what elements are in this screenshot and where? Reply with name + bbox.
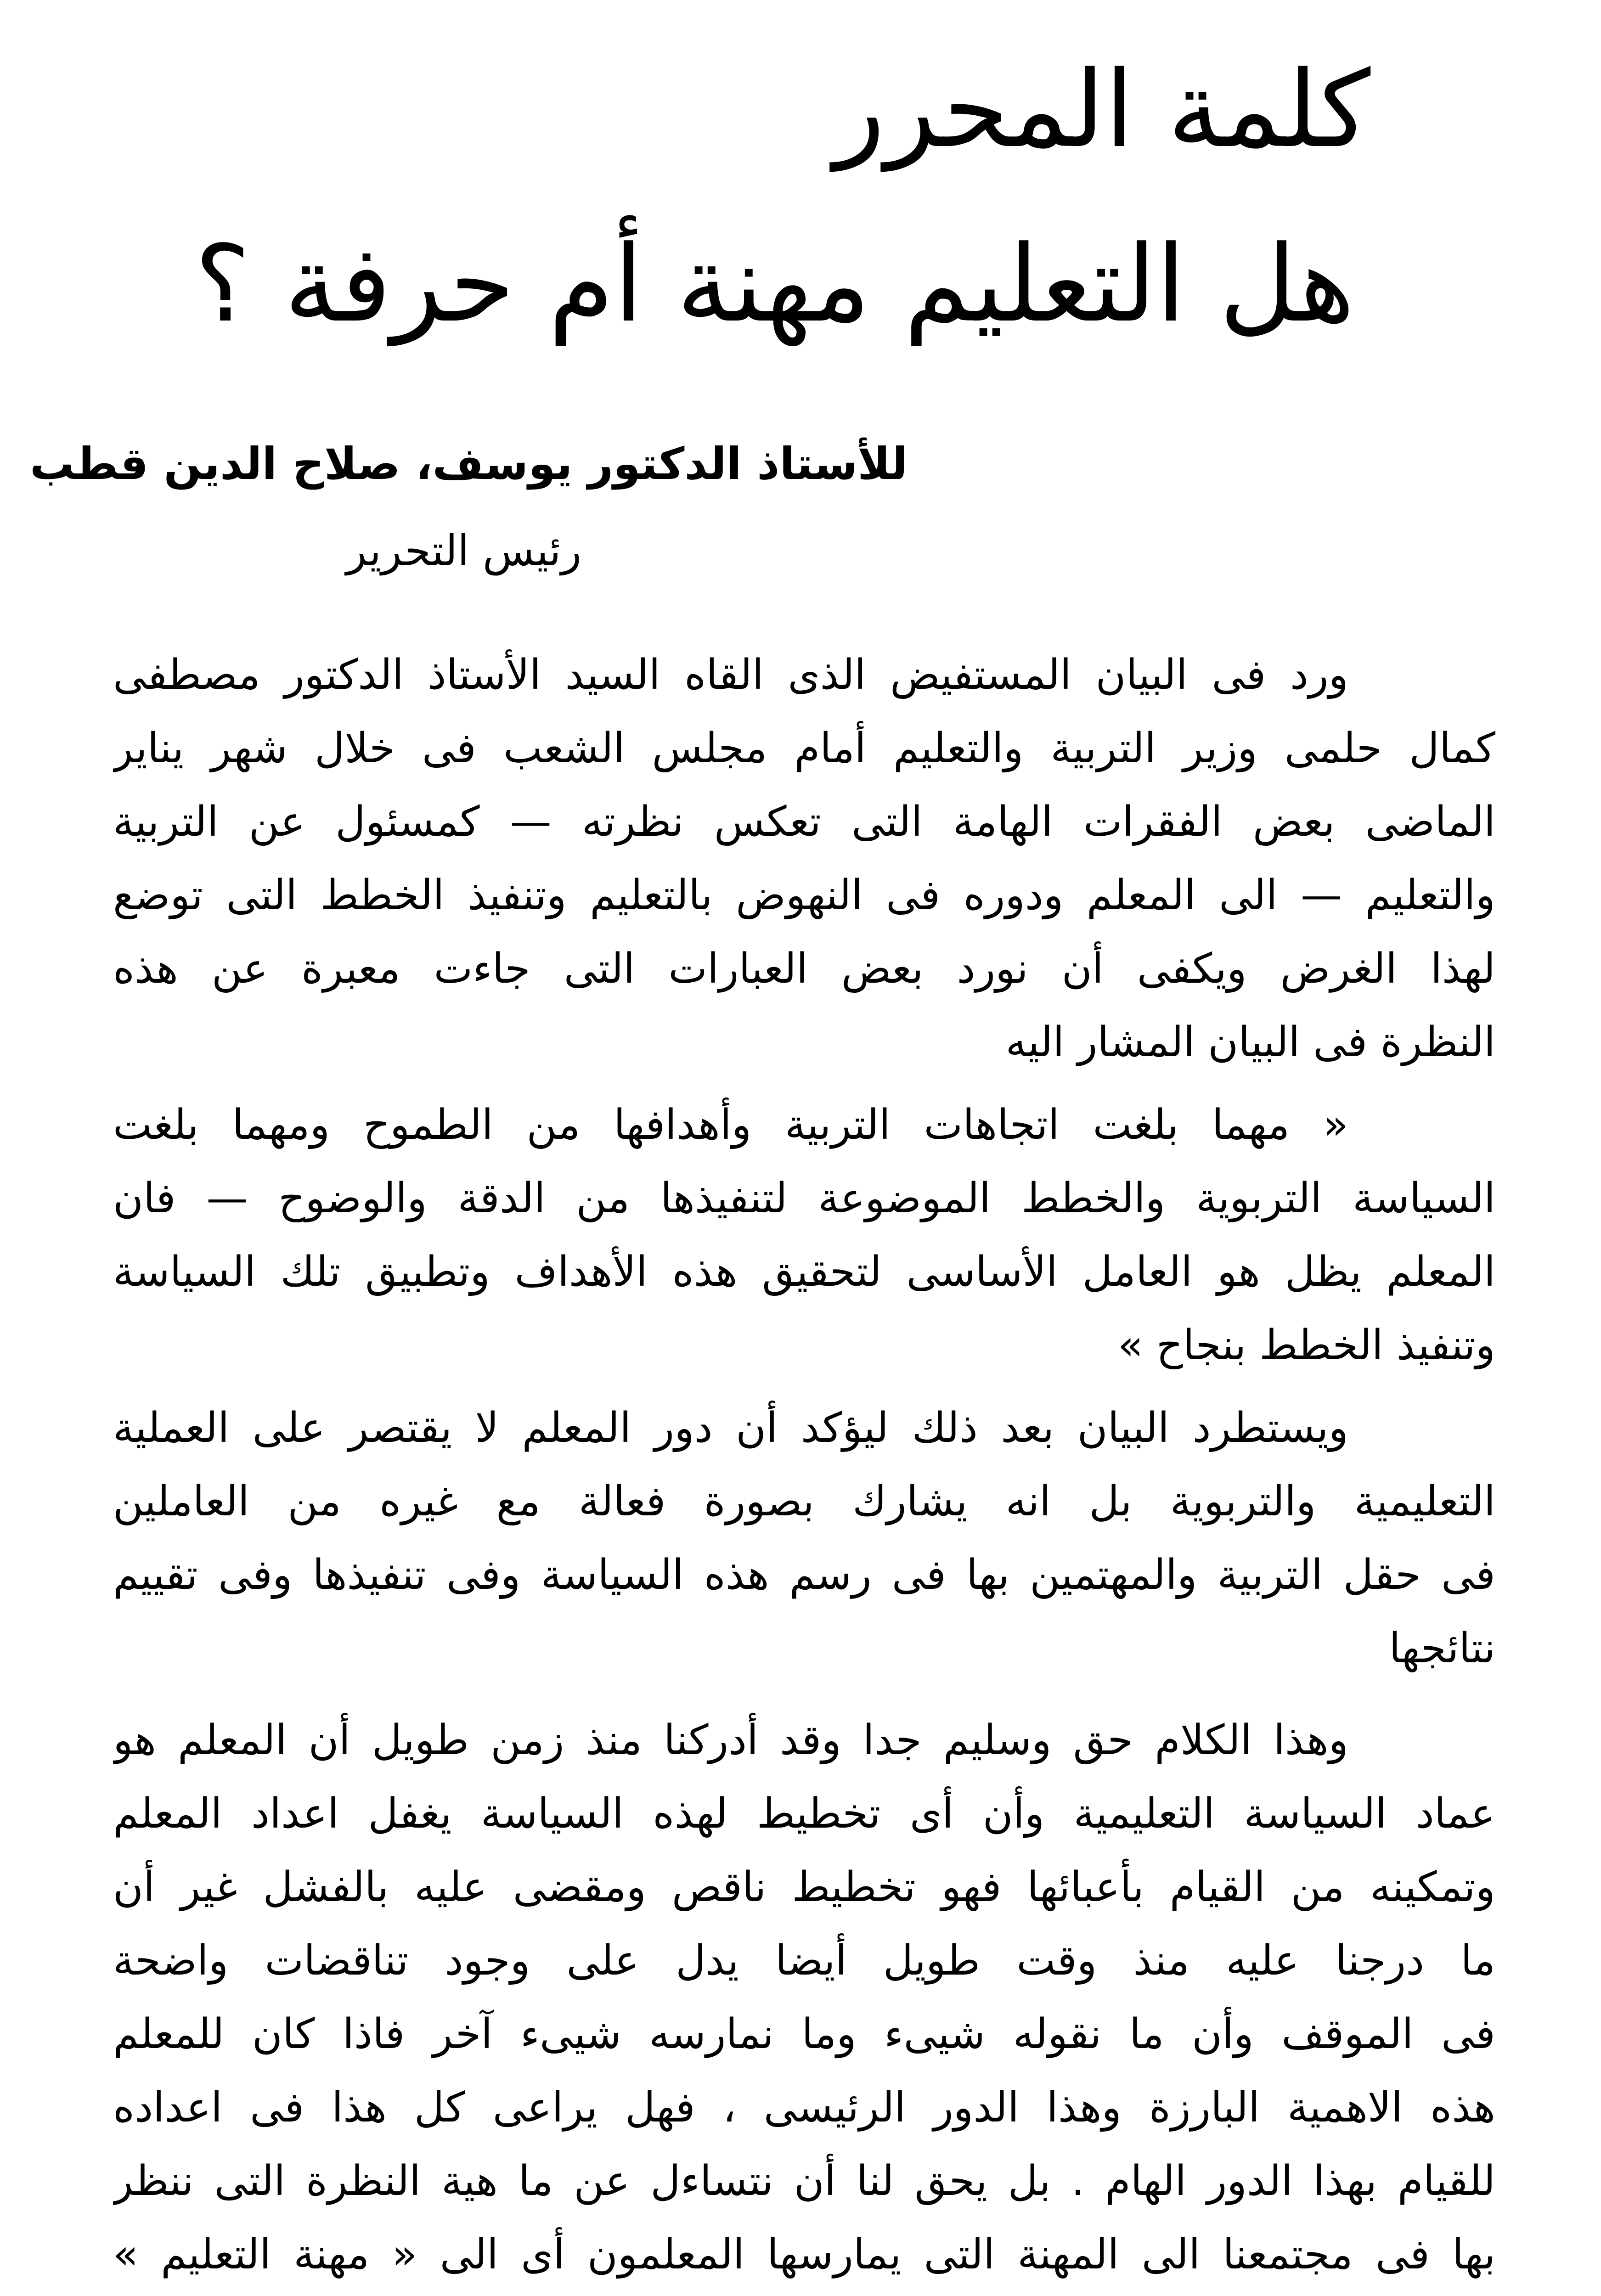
text-line: ورد فى البيان المستفيض الذى القاه السيد الأستاذ الدكتور مصطفى bbox=[113, 651, 1348, 699]
text-line bbox=[113, 2291, 1495, 2296]
text-line: التعليمية والتربوية بل انه يشارك بصورة فعالة مع غيره من العاملين bbox=[113, 1477, 1495, 1525]
text-line: ويستطرد البيان بعد ذلك ليؤكد أن دور المعلم لا يقتصر على العملية bbox=[113, 1404, 1348, 1452]
author-role: رئيس التحرير bbox=[346, 526, 581, 575]
article-title: هل التعليم مهنة أم حرفة ؟ bbox=[194, 223, 1355, 346]
text-line: وتمكينه من القيام بأعبائها فهو تخطيط ناقص ومقضى عليه بالفشل غير أن bbox=[113, 1863, 1495, 1911]
text-line: والتعليم — الى المعلم ودوره فى النهوض بالتعليم وتنفيذ الخطط التى توضع bbox=[113, 871, 1495, 919]
text-line: للقيام بهذا الدور الهام . بل يحق لنا أن نتساءل عن ما هية النظرة التى ننظر bbox=[113, 2157, 1495, 2205]
text-line: وهذا الكلام حق وسليم جدا وقد أدركنا منذ زمن طويل أن المعلم هو bbox=[113, 1716, 1348, 1764]
paragraph-1 bbox=[113, 638, 1495, 1079]
text-line: المعلم يظل هو العامل الأساسى لتحقيق هذه الأهداف وتطبيق تلك السياسة bbox=[113, 1248, 1495, 1296]
text-line: بها فى مجتمعنا الى المهنة التى يمارسها المعلمون أى الى « مهنة التعليم » bbox=[113, 2230, 1495, 2279]
text-line: هذه الاهمية البارزة وهذا الدور الرئيسى ، فهل يراعى كل هذا فى اعداده bbox=[113, 2083, 1495, 2132]
text-line: نتائجها bbox=[1389, 1624, 1495, 1672]
section-title: كلمة المحرر bbox=[834, 49, 1371, 171]
author-name: للأستاذ الدكتور يوسف، صلاح الدين قطب bbox=[30, 438, 908, 490]
text-line: عماد السياسة التعليمية وأن أى تخطيط لهذه السياسة يغفل اعداد المعلم bbox=[113, 1790, 1495, 1838]
paragraph-3 bbox=[113, 1391, 1495, 1685]
text-line: لهذا الغرض ويكفى أن نورد بعض العبارات التى جاءت معبرة عن هذه bbox=[113, 945, 1495, 993]
text-line: « مهما بلغت اتجاهات التربية وأهدافها من الطموح ومهما بلغت bbox=[113, 1101, 1348, 1149]
text-line: وتنفيذ الخطط بنجاح » bbox=[1117, 1321, 1495, 1369]
text-line: فى الموقف وأن ما نقوله شيىء وما نمارسه شيىء آخر فاذا كان للمعلم bbox=[113, 2010, 1495, 2058]
text-line: فى حقل التربية والمهتمين بها فى رسم هذه السياسة وفى تنفيذها وفى تقييم bbox=[113, 1551, 1495, 1599]
paragraph-2-quote bbox=[113, 1088, 1495, 1382]
text-line: السياسة التربوية والخطط الموضوعة لتنفيذها من الدقة والوضوح — فان bbox=[113, 1174, 1495, 1222]
paragraph-4 bbox=[113, 1704, 1495, 2296]
text-line: ما درجنا عليه منذ وقت طويل أيضا يدل على وجود تناقضات واضحة bbox=[113, 1936, 1495, 1985]
text-line: الماضى بعض الفقرات الهامة التى تعكس نظرته — كمسئول عن التربية bbox=[113, 798, 1495, 846]
text-line: النظرة فى البيان المشار اليه bbox=[1005, 1018, 1495, 1066]
text-line: كمال حلمى وزير التربية والتعليم أمام مجلس الشعب فى خلال شهر يناير bbox=[113, 724, 1495, 772]
